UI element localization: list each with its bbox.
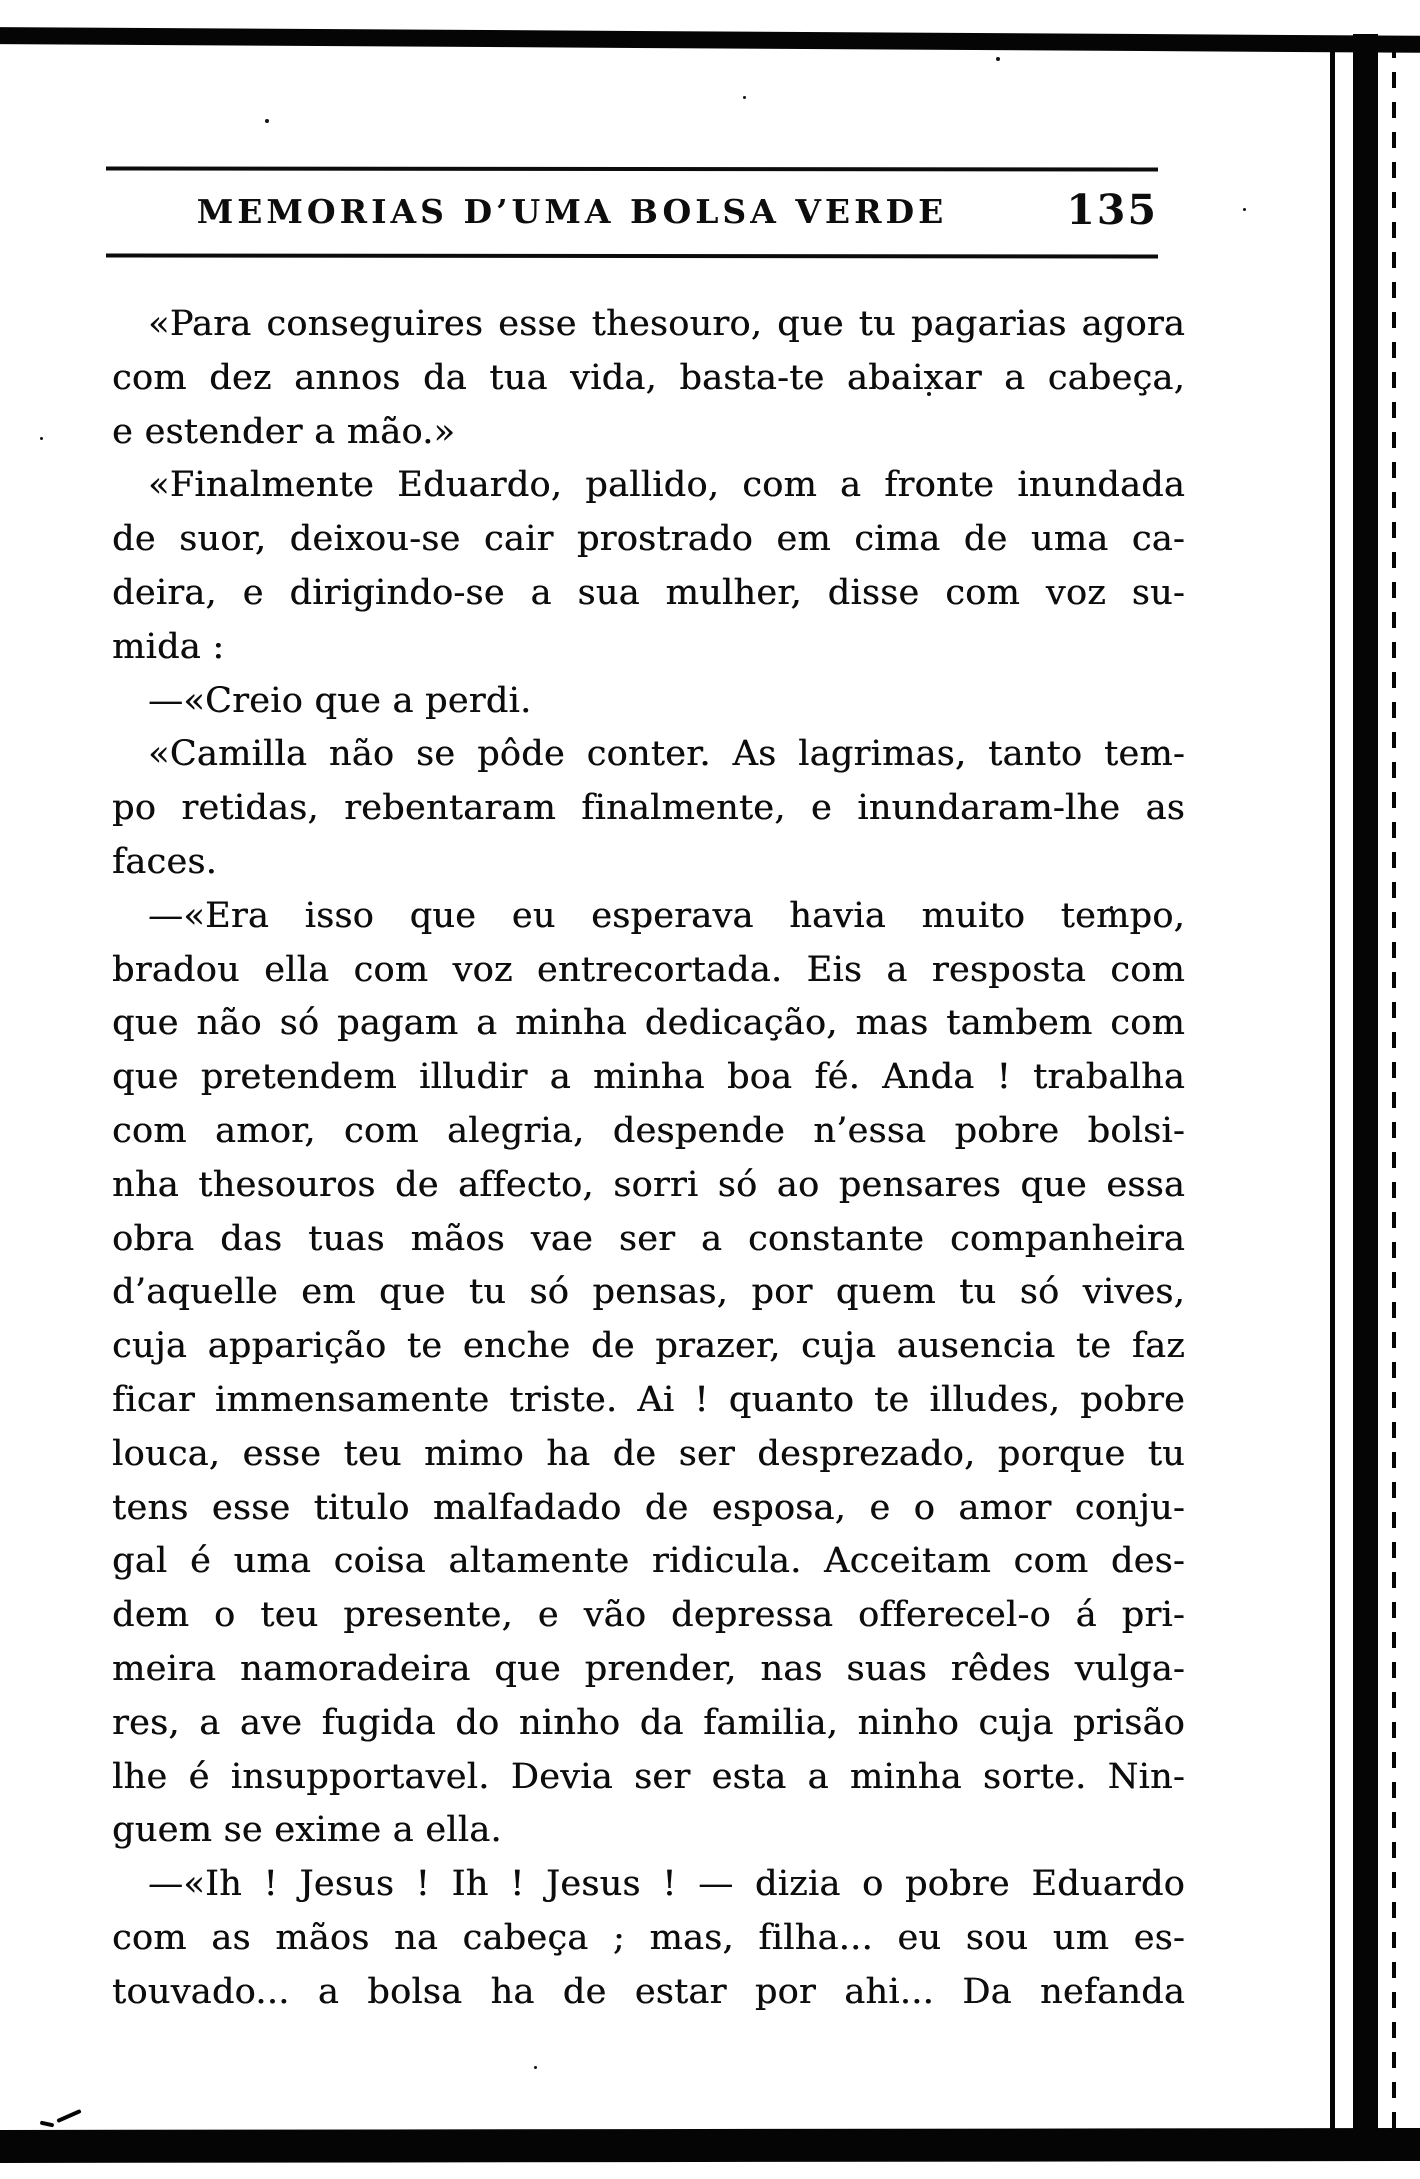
text-line: deira, e dirigindo-se a sua mulher, disse com voz su- — [112, 572, 1185, 613]
text-line: com amor, com alegria, despende n’essa pobre bolsi- — [112, 1110, 1185, 1151]
text-line: po retidas, rebentaram finalmente, e inundaram-lhe as — [112, 788, 1185, 829]
scan-artifact-top-bar — [0, 27, 1420, 53]
text-line: meira namoradeira que prender, nas suas rêdes vulga- — [112, 1648, 1185, 1689]
text-line: cuja apparição te enche de prazer, cuja ausencia te faz — [112, 1326, 1185, 1367]
scan-speck — [996, 57, 1000, 61]
scan-speck — [40, 437, 43, 440]
text-line: bradou ella com voz entrecortada. Eis a resposta com — [112, 949, 1185, 990]
text-line: louca, esse teu mimo ha de ser desprezado, porque tu — [112, 1433, 1185, 1474]
text-line: de suor, deixou-se cair prostrado em cima de uma ca- — [112, 519, 1185, 560]
text-line: tens esse titulo malfadado de esposa, e o amor conju- — [112, 1487, 1185, 1528]
text-line: nha thesouros de affecto, sorri só ao pensares que essa — [112, 1164, 1185, 1205]
text-line: res, a ave fugida do ninho da familia, ninho cuja prisão — [112, 1702, 1185, 1743]
text-line: «Camilla não se pôde conter. As lagrimas, tanto tem- — [148, 734, 1185, 775]
scan-speck — [534, 2066, 537, 2069]
text-line: guem se exime a ella. — [112, 1810, 502, 1851]
page-number: 135 — [1066, 186, 1158, 234]
header-rule-top — [106, 166, 1158, 171]
pen-mark — [56, 2109, 81, 2123]
text-line: «Para conseguires esse thesouro, que tu pagarias agora — [148, 304, 1185, 344]
header-rule-bottom — [106, 254, 1158, 259]
text-line: com as mãos na cabeça ; mas, filha... eu sou um es- — [112, 1917, 1185, 1958]
text-line: touvado... a bolsa ha de estar por ahi... Da nefanda — [112, 1971, 1185, 2012]
text-line: que não só pagam a minha dedicação, mas tambem com — [112, 1003, 1185, 1044]
text-line: «Finalmente Eduardo, pallido, com a fronte inundada — [148, 465, 1185, 506]
text-line: com dez annos da tua vida, basta-te abaixar a cabeça, — [112, 357, 1185, 398]
text-line: mida : — [112, 626, 225, 667]
scan-speck — [743, 96, 746, 99]
text-line: ficar immensamente triste. Ai ! quanto te illudes, pobre — [112, 1379, 1185, 1420]
scan-artifact-right-line-dotted — [1392, 42, 1396, 2132]
text-line: obra das tuas mãos vae ser a constante companheira — [112, 1218, 1185, 1259]
scan-artifact-right-bar-thick — [1353, 34, 1378, 2160]
text-line: faces. — [112, 841, 218, 882]
pen-mark — [40, 2121, 55, 2128]
text-line: d’aquelle em que tu só pensas, por quem tu só vives, — [112, 1272, 1185, 1313]
text-line: e estender a mão.» — [112, 411, 456, 452]
page-text-block — [112, 298, 1185, 2020]
scan-artifact-bottom-bar — [0, 2128, 1420, 2163]
scan-speck — [265, 119, 269, 123]
text-line: dem o teu presente, e vão depressa offerecel-o á pri- — [112, 1595, 1185, 1636]
text-line: lhe é insupportavel. Devia ser esta a minha sorte. Nin- — [112, 1756, 1185, 1797]
running-header-title: MEMORIAS D’UMA BOLSA VERDE — [196, 192, 948, 231]
text-line: —«Ih ! Jesus ! Ih ! Jesus ! — dizia o pobre Eduardo — [148, 1864, 1185, 1905]
text-line: que pretendem illudir a minha boa fé. Anda ! trabalha — [112, 1057, 1185, 1098]
text-line: gal é uma coisa altamente ridicula. Acceitam com des- — [112, 1541, 1185, 1582]
scan-speck — [1243, 208, 1246, 211]
text-line: —«Creio que a perdi. — [148, 680, 532, 721]
text-line: —«Era isso que eu esperava havia muito tempo, — [148, 895, 1185, 936]
scan-artifact-right-line-thin — [1330, 36, 1335, 2158]
